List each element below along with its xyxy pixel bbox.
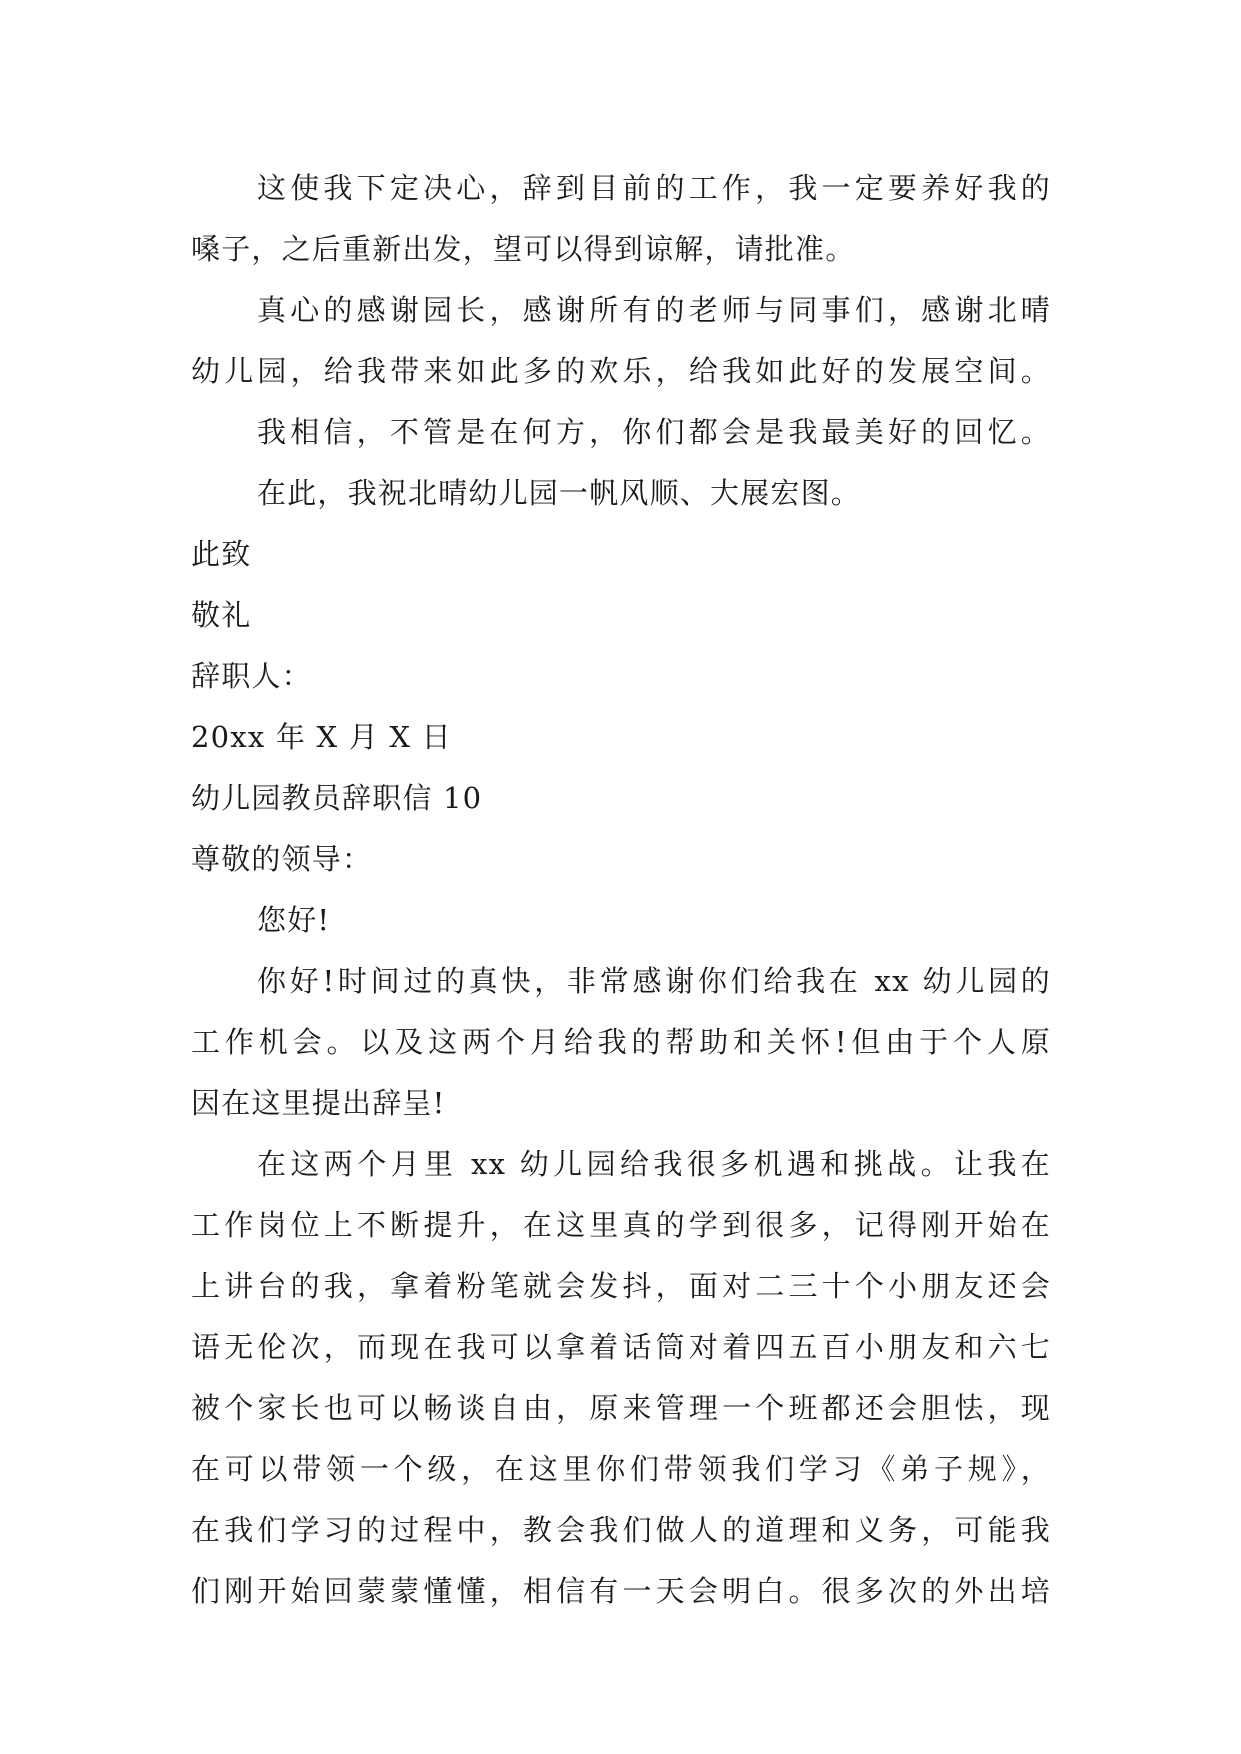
paragraph-line: 我相信，不管是在何方，你们都会是我最美好的回忆。 [257, 415, 1051, 449]
paragraph-line: 被个家长也可以畅谈自由，原来管理一个班都还会胆怯，现 [191, 1391, 1051, 1425]
paragraph-line: 你好!时间过的真快，非常感谢你们给我在 xx 幼儿园的 [257, 964, 1051, 998]
paragraph-line: 在我们学习的过程中，教会我们做人的道理和义务，可能我 [191, 1513, 1051, 1547]
paragraph-line: 因在这里提出辞呈! [191, 1086, 446, 1120]
closing-line: 敬礼 [191, 598, 252, 632]
paragraph-line: 们刚开始回蒙蒙懂懂，相信有一天会明白。很多次的外出培 [191, 1574, 1051, 1608]
paragraph-line: 在可以带领一个级，在这里你们带领我们学习《弟子规》， [191, 1452, 1051, 1486]
document-page [191, 158, 1051, 1622]
paragraph-line: 工作岗位上不断提升，在这里真的学到很多，记得刚开始在 [191, 1208, 1051, 1242]
letter-title: 幼儿园教员辞职信 10 [191, 781, 483, 815]
paragraph-line: 语无伦次，而现在我可以拿着话筒对着四五百小朋友和六七 [191, 1330, 1051, 1364]
paragraph-line: 工作机会。以及这两个月给我的帮助和关怀!但由于个人原 [191, 1025, 1051, 1059]
date-line: 20xx 年 X 月 X 日 [191, 720, 452, 754]
paragraph-line: 上讲台的我，拿着粉笔就会发抖，面对二三十个小朋友还会 [191, 1269, 1051, 1303]
greeting-line: 您好! [257, 903, 331, 937]
paragraph-line: 幼儿园，给我带来如此多的欢乐，给我如此好的发展空间。 [191, 354, 1051, 388]
paragraph-line: 嗓子，之后重新出发，望可以得到谅解，请批准。 [191, 232, 856, 266]
paragraph-line: 在这两个月里 xx 幼儿园给我很多机遇和挑战。让我在 [257, 1147, 1051, 1181]
closing-line: 此致 [191, 537, 252, 571]
paragraph-line: 在此，我祝北晴幼儿园一帆风顺、大展宏图。 [257, 476, 862, 510]
paragraph-line: 真心的感谢园长，感谢所有的老师与同事们，感谢北晴 [257, 293, 1051, 327]
signature-line: 辞职人： [191, 659, 312, 693]
salutation-line: 尊敬的领导： [191, 842, 373, 876]
paragraph-line: 这使我下定决心，辞到目前的工作，我一定要养好我的 [257, 171, 1051, 205]
